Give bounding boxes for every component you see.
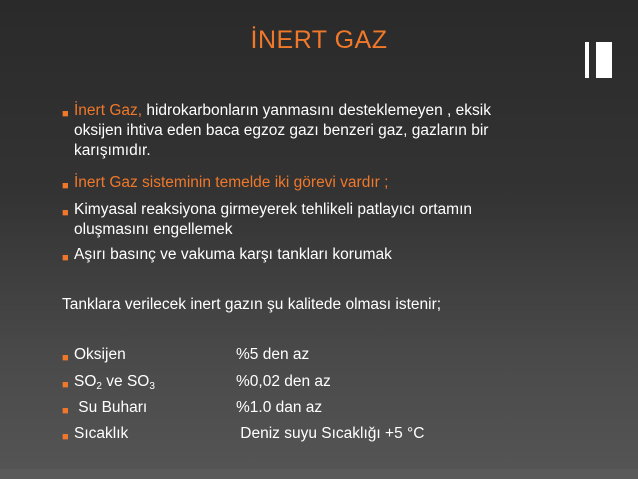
quality-label: Su Buharı <box>74 399 148 416</box>
bottom-band <box>0 469 638 479</box>
bullet-marker: ■ <box>62 252 69 264</box>
quality-value: Deniz suyu Sıcaklığı +5 °C <box>236 425 425 442</box>
explosive-prevention-line-2: oluşmasını engellemek <box>74 221 233 238</box>
quality-label <box>74 372 155 392</box>
definition-line-1: hidrokarbonların yanmasını desteklemeyen , eksik <box>142 102 491 119</box>
quality-label: Sıcaklık <box>74 425 129 442</box>
bullet-item-system-duties <box>62 173 582 193</box>
quality-value: %5 den az <box>236 346 310 363</box>
bullet-marker: ■ <box>62 379 69 391</box>
system-duties-text: İnert Gaz sisteminin temelde iki görevi vardır ; <box>74 174 389 191</box>
bullet-item-explosive-prevention <box>62 200 582 240</box>
bullet-marker: ■ <box>62 352 69 364</box>
quality-value: %1.0 dan az <box>236 399 323 416</box>
subscript-2: 2 <box>96 381 102 392</box>
bullet-item-pressure-protection <box>62 245 582 265</box>
bullet-text <box>62 101 582 121</box>
definition-line-3: karışımıdır. <box>74 142 151 159</box>
subscript-3: 3 <box>149 381 155 392</box>
definition-line-2: oksijen ihtiva eden baca egzoz gazı benzeri gaz, gazların bir <box>74 122 489 139</box>
bullet-item-inert-gas-definition <box>62 101 582 161</box>
bullet-marker: ■ <box>62 180 69 192</box>
bullet-marker: ■ <box>62 405 69 417</box>
quality-label: Oksijen <box>74 346 126 363</box>
and-so-text: ve SO <box>101 373 150 390</box>
bullet-marker: ■ <box>62 207 69 219</box>
explosive-prevention-line-1: Kimyasal reaksiyona girmeyerek tehlikeli patlayıcı ortamın <box>74 201 472 218</box>
quality-value: %0,02 den az <box>236 373 331 390</box>
bullet-marker: ■ <box>62 431 69 443</box>
quality-intro-text: Tanklara verilecek inert gazın şu kalitede olması istenir; <box>62 296 442 313</box>
bullet-marker: ■ <box>62 108 69 120</box>
pressure-protection-text: Aşırı basınç ve vakuma karşı tankları korumak <box>74 246 392 263</box>
so-text: SO <box>74 373 97 390</box>
decorative-bar-thick <box>596 42 612 78</box>
slide-title: İNERT GAZ <box>250 26 388 54</box>
decorative-bar-thin <box>585 42 589 78</box>
inert-gas-term: İnert Gaz, <box>74 102 143 119</box>
